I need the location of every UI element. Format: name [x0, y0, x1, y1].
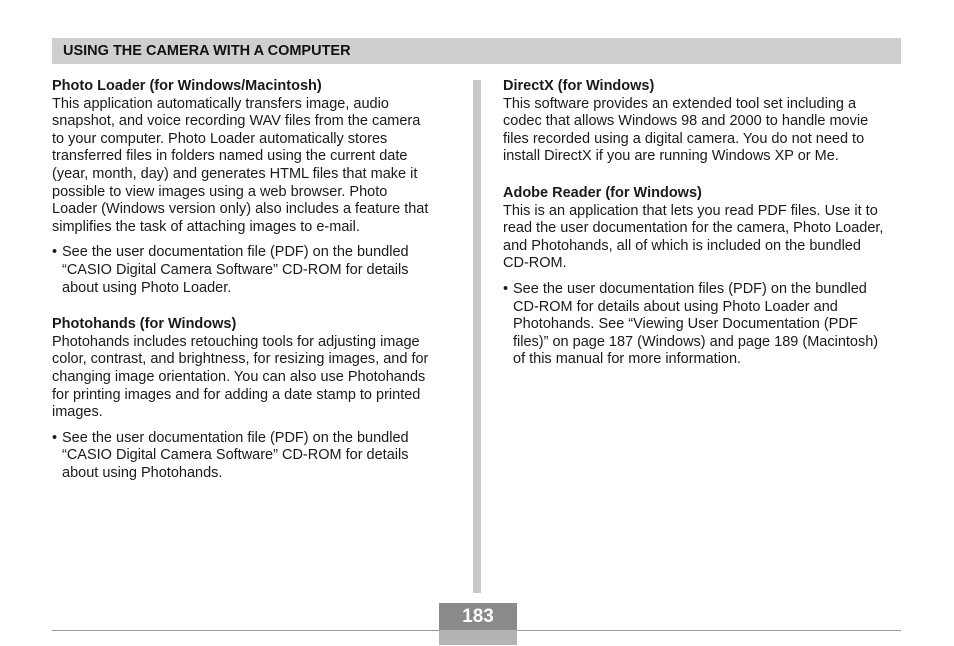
text-line: “CASIO Digital Camera Software” CD-ROM for details [62, 447, 409, 464]
adobe-reader-heading: Adobe Reader (for Windows) [503, 184, 702, 201]
text-line: changing image orientation. You can also use Photohands [52, 368, 426, 385]
right-column [503, 78, 903, 369]
text-line: images. [52, 404, 103, 421]
photo-loader-body [52, 96, 452, 237]
directx-section [503, 78, 903, 166]
text-line: about using Photohands. [62, 464, 223, 481]
text-line: This application automatically transfers image, audio [52, 95, 389, 112]
text-line: See the user documentation files (PDF) on the bundled [513, 280, 867, 297]
text-line: and Photohands, all of which is included on the bundled [503, 237, 861, 254]
photo-loader-heading: Photo Loader (for Windows/Macintosh) [52, 78, 322, 94]
bullet-mark: • [52, 429, 58, 446]
text-line: CD-ROM. [503, 255, 567, 272]
photohands-heading: Photohands (for Windows) [52, 316, 237, 333]
directx-body [503, 96, 903, 166]
text-line: This is an application that lets you read PDF files. Use it to [503, 202, 878, 219]
section-header-bar [52, 38, 901, 64]
photohands-section [52, 316, 452, 482]
column-divider [473, 80, 481, 593]
text-line: to your computer. Photo Loader automatically stores [52, 130, 388, 147]
text-line: See the user documentation file (PDF) on the bundled [62, 429, 409, 446]
photohands-body [52, 334, 452, 422]
page-number-box [439, 603, 517, 645]
adobe-reader-bullet [503, 281, 903, 369]
text-line: color, contrast, and brightness, for resizing images, and for [52, 351, 429, 368]
text-line: Loader (Windows version only) also includes a feature that [52, 201, 429, 218]
bullet-mark: • [52, 244, 58, 261]
page-number: 183 [462, 606, 494, 627]
text-line: “CASIO Digital Camera Software” CD-ROM for details [62, 261, 409, 278]
text-line: (year, month, day) and generates HTML files that make it [52, 165, 418, 182]
text-line: See the user documentation file (PDF) on the bundled [62, 244, 409, 261]
text-line: codec that allows Windows 98 and 2000 to handle movie [503, 113, 869, 130]
photo-loader-bullet [52, 244, 452, 297]
text-line: about using Photo Loader. [62, 279, 232, 296]
text-line: for printing images and for adding a date stamp to printed [52, 386, 421, 403]
page-box-bottom [439, 630, 517, 645]
text-line: CD-ROM for details about using Photo Loader and [513, 298, 838, 315]
text-line: files)” on page 187 (Windows) and page 189 (Macintosh) [513, 333, 879, 350]
text-line: transferred files in folders named using the current date [52, 148, 408, 165]
text-line: Photohands includes retouching tools for adjusting image [52, 333, 420, 350]
text-line: read the user documentation for the camera, Photo Loader, [503, 220, 884, 237]
adobe-reader-section [503, 185, 903, 369]
text-line: possible to view images using a web browser. Photo [52, 183, 388, 200]
text-line: of this manual for more information. [513, 351, 742, 368]
photohands-bullet [52, 430, 452, 483]
text-line: install DirectX if you are running Windows XP or Me. [503, 148, 839, 165]
text-line: simplifies the task of attaching images to e-mail. [52, 218, 360, 235]
text-line: This software provides an extended tool set including a [503, 95, 857, 112]
bullet-mark: • [503, 280, 509, 297]
adobe-reader-body [503, 203, 903, 273]
directx-heading: DirectX (for Windows) [503, 78, 655, 94]
left-column [52, 78, 452, 482]
text-line: Photohands. See “Viewing User Documentation (PDF [513, 316, 858, 333]
text-line: snapshot, and voice recording WAV files from the camera [52, 113, 421, 130]
text-line: files recorded using a digital camera. You do not need to [503, 130, 865, 147]
section-title: USING THE CAMERA WITH A COMPUTER [63, 43, 351, 59]
photo-loader-section [52, 78, 452, 297]
